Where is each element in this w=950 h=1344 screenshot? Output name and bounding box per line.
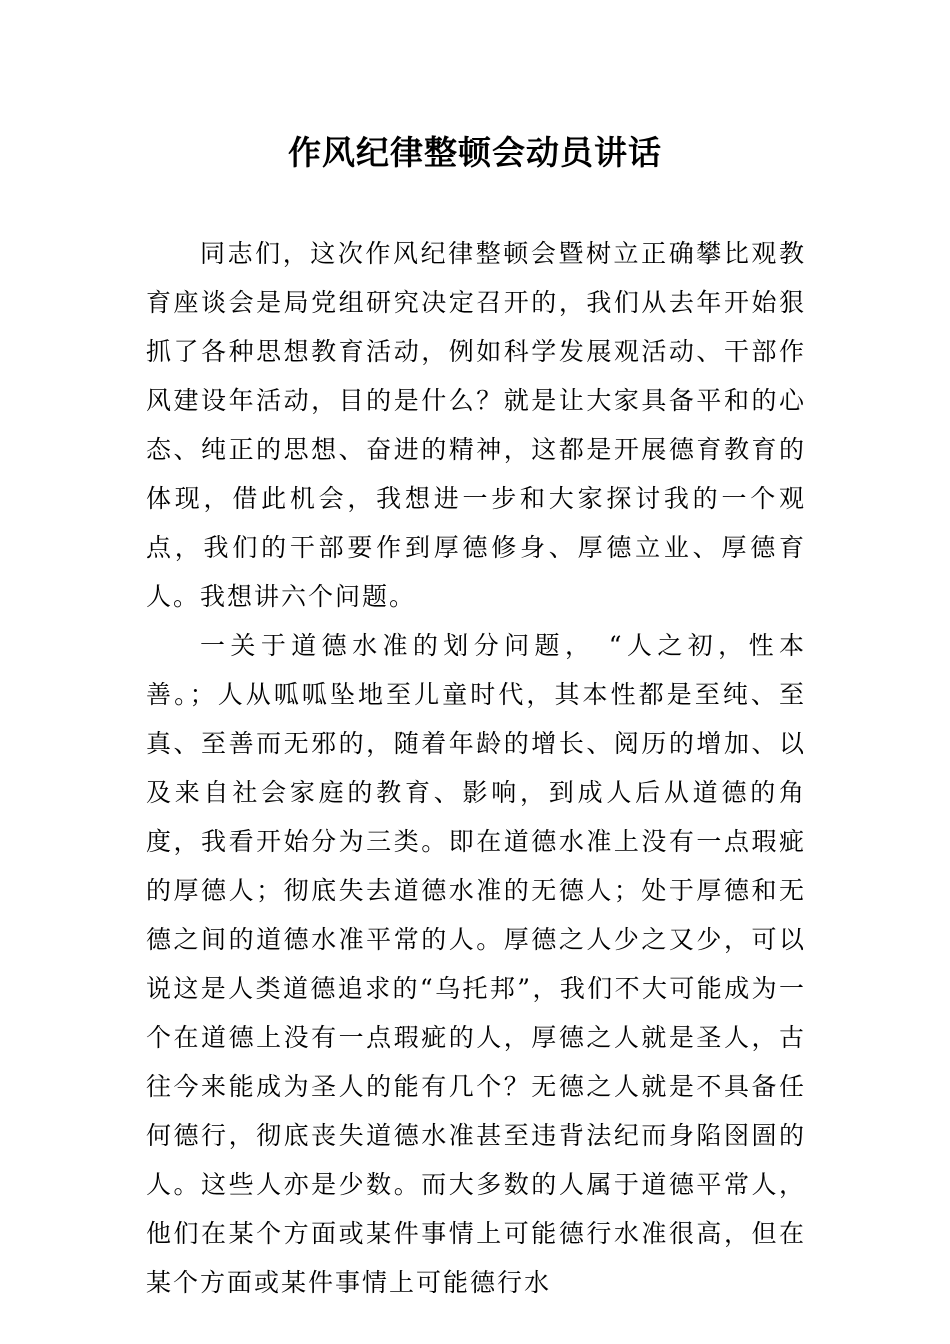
- document-title: 作风纪律整顿会动员讲话: [288, 133, 662, 172]
- paragraph-moral-standards: 一关于道德水准的划分问题， “人之初，性本善。；人从呱呱坠地至儿童时代，其本性都是至纯、至真、至善而无邪的，随着年龄的增长、阅历的增加、以及来自社会家庭的教育、影响，到成人后从道德的角度，我看开始分为三类。即在道德水准上没有一点瑕疵的厚德人；彻底失去道德水准的无德人；处于厚德和无德之间的道德水准平常的人。厚德之人少之又少，可以说这是人类道德追求的“乌托邦”，我们不大可能成为一个在道德上没有一点瑕疵的人，厚德之人就是圣人，古往今来能成为圣人的能有几个？无德之人就是不具备任何德行，彻底丧失道德水准甚至违背法纪而身陷囹圄的人。这些人亦是少数。而大多数的人属于道德平常人，他们在某个方面或某件事情上可能德行水准很高，但在某个方面或某件事情上可能德行水: [146, 631, 806, 1297]
- document-body: [146, 229, 806, 1307]
- paragraph-intro: 同志们，这次作风纪律整顿会暨树立正确攀比观教育座谈会是局党组研究决定召开的，我们从去年开始狠抓了各种思想教育活动，例如科学发展观活动、干部作风建设年活动，目的是什么？就是让大家具备平和的心态、纯正的思想、奋进的精神，这都是开展德育教育的体现，借此机会，我想进一步和大家探讨我的一个观点，我们的干部要作到厚德修身、厚德立业、厚德育人。我想讲六个问题。: [146, 239, 806, 611]
